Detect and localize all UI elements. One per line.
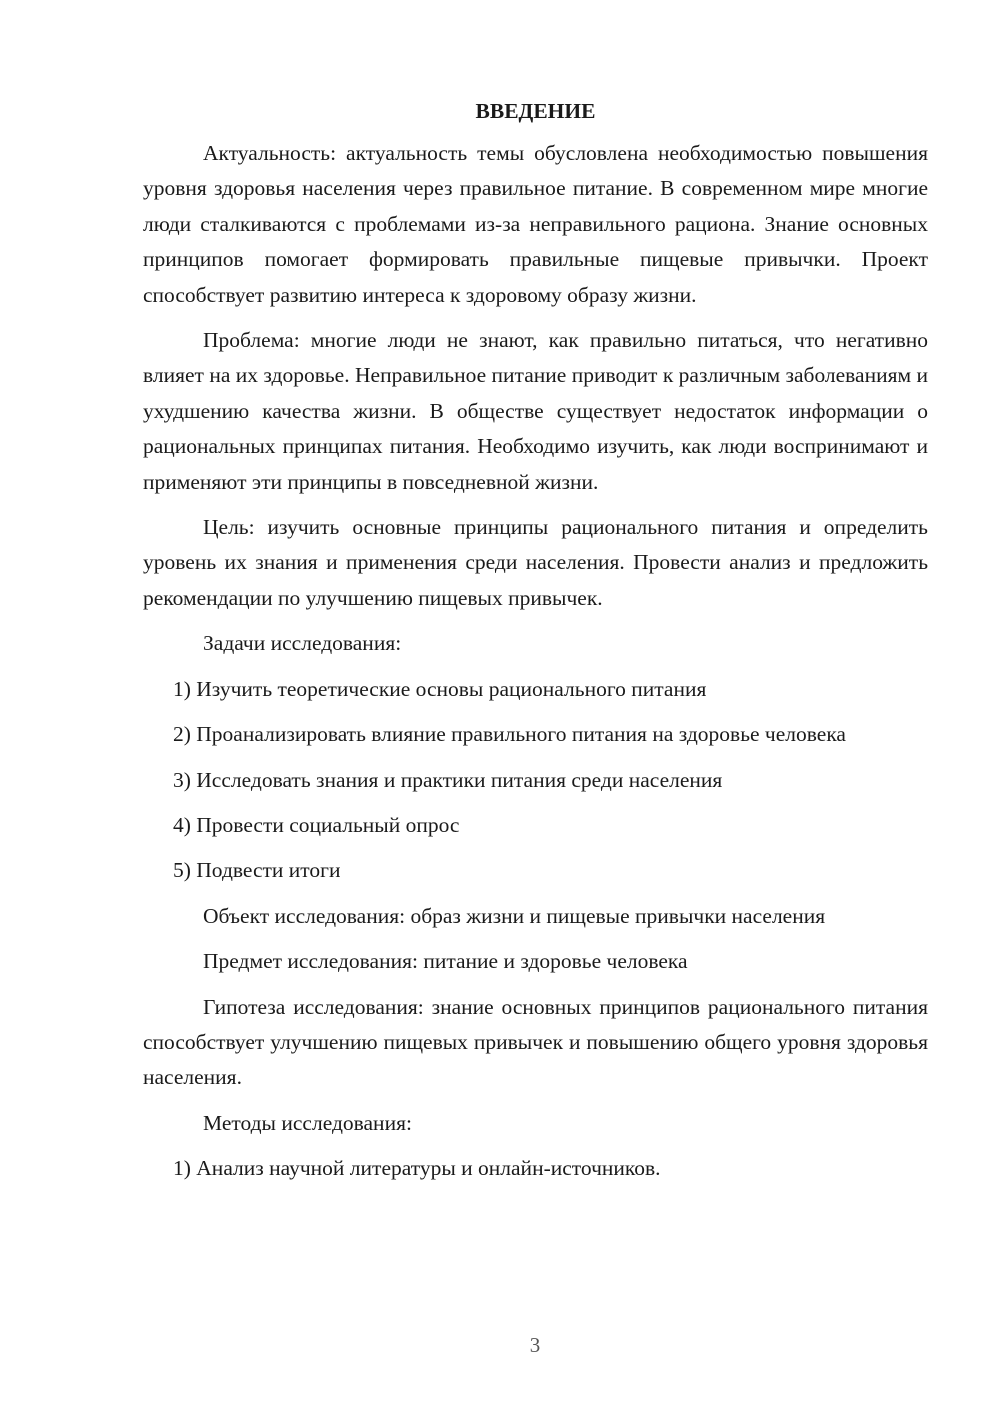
page-number: 3 (529, 1333, 541, 1357)
document-page (143, 96, 928, 1197)
task-item-3: 3) Исследовать знания и практики питания среди населения (173, 767, 723, 792)
tasks-title: Задачи исследования: (203, 631, 402, 656)
task-item-2: 2) Проанализировать влияние правильного питания на здоровье человека (173, 722, 846, 747)
hypothesis-paragraph: Гипотеза исследования: знание основных принципов рационального питания способствует улучшению пищевых привычек и повышению общего уровня здоровья населения. (143, 994, 928, 1090)
methods-title: Методы исследования: (203, 1110, 412, 1135)
relevance-paragraph: Актуальность: актуальность темы обусловлена необходимостью повышения уровня здоровья населения через правильное питание. В современном мире многие люди сталкиваются с проблемами из-за неправильного рациона. Знание основных принципов помогает формировать правильные пищевые привычки. Проект способствует развитию интереса к здоровому образу жизни. (143, 141, 928, 307)
research-subject: Предмет исследования: питание и здоровье человека (203, 949, 688, 974)
research-object: Объект исследования: образ жизни и пищевые привычки населения (203, 903, 826, 928)
method-item-1: 1) Анализ научной литературы и онлайн-источников. (173, 1156, 661, 1181)
task-item-4: 4) Провести социальный опрос (173, 812, 460, 837)
goal-paragraph: Цель: изучить основные принципы рационального питания и определить уровень их знания и применения среди населения. Провести анализ и предложить рекомендации по улучшению пищевых привычек. (143, 515, 928, 610)
task-item-1: 1) Изучить теоретические основы рационального питания (173, 676, 707, 701)
task-item-5: 5) Подвести итоги (173, 858, 341, 883)
section-heading: ВВЕДЕНИЕ (475, 99, 596, 123)
problem-paragraph: Проблема: многие люди не знают, как правильно питаться, что негативно влияет на их здоровье. Неправильное питание приводит к различным заболеваниям и ухудшению качества жизни. В обществе существует недостаток информации о рациональных принципах питания. Необходимо изучить, как люди воспринимают и применяют эти принципы в повседневной жизни. (143, 328, 928, 494)
